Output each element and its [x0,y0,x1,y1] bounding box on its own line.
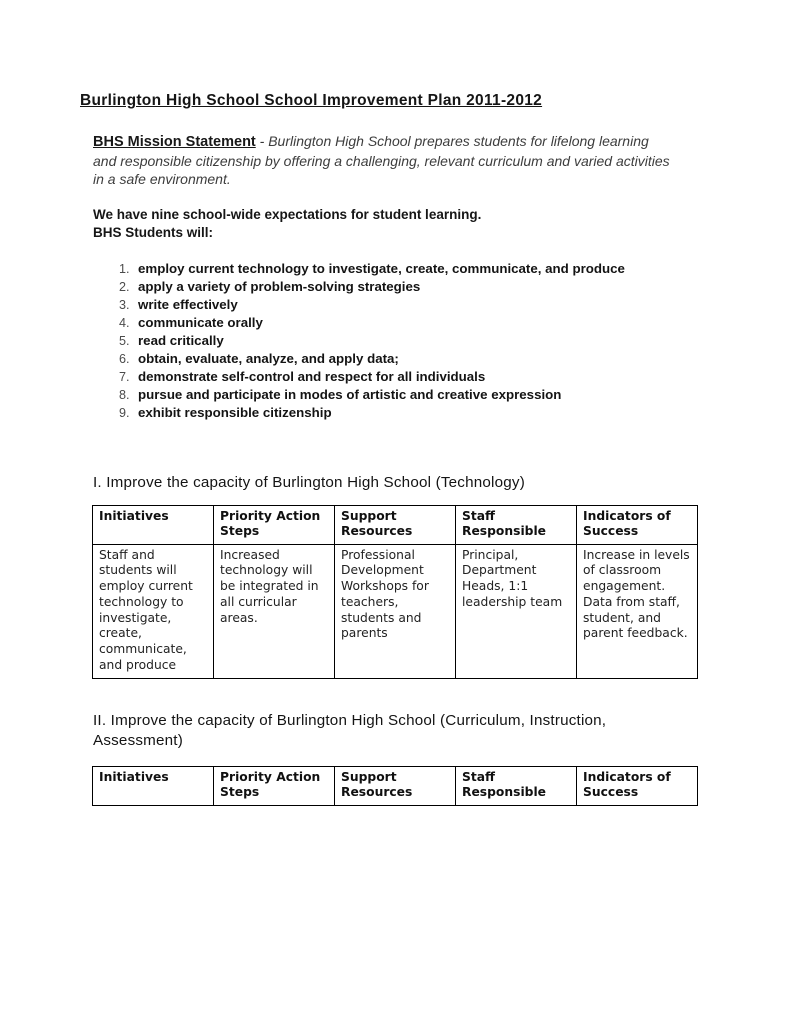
expectations-list [0,260,638,422]
column-header-initiatives: Initiatives [93,766,214,805]
mission-statement-label: BHS Mission Statement [93,134,256,150]
expectation-item: 8. pursue and participate in modes of artistic and creative expression [133,386,638,404]
mission-statement-separator: - [259,133,265,149]
cell-support-resources: Professional Development Workshops for teachers, students and parents [335,544,456,678]
column-header-priority-action-steps: Priority Action Steps [214,505,335,544]
expectation-item: 3. write effectively [133,296,638,314]
mission-statement-text: Burlington High School prepares students for lifelong learning and responsible citizenship by offering a challenging, relevant curriculum and varied activities in a safe environment. [93,133,670,187]
column-header-staff-responsible: Staff Responsible [456,766,577,805]
column-header-initiatives: Initiatives [93,505,214,544]
expectation-item: 5. read critically [133,332,638,350]
expectations-intro-line2: BHS Students will: [93,224,214,240]
expectation-item: 7. demonstrate self-control and respect for all individuals [133,368,638,386]
document-title: Burlington High School School Improvement Plan 2011-2012 [80,92,543,109]
table-header-row [93,505,698,544]
column-header-staff-responsible: Staff Responsible [456,505,577,544]
column-header-indicators-of-success: Indicators of Success [577,766,698,805]
cell-initiatives: Staff and students will employ current technology to investigate, create, communicate, and produce [93,544,214,678]
column-header-priority-action-steps: Priority Action Steps [214,766,335,805]
section1-table [92,505,698,679]
column-header-indicators-of-success: Indicators of Success [577,505,698,544]
expectation-item: 2. apply a variety of problem-solving strategies [133,278,638,296]
table-header-row [93,766,698,805]
column-header-support-resources: Support Resources [335,505,456,544]
table-row [93,544,698,678]
expectation-item: 4. communicate orally [133,314,638,332]
section2-heading: II. Improve the capacity of Burlington High School (Curriculum, Instruction, Assessment) [93,711,607,749]
expectations-intro-line1: We have nine school-wide expectations for student learning. [93,206,482,222]
expectations-intro [93,206,791,242]
section1-heading: I. Improve the capacity of Burlington High School (Technology) [93,473,525,491]
expectation-item: 1. employ current technology to investigate, create, communicate, and produce [133,260,638,278]
expectation-item: 6. obtain, evaluate, analyze, and apply data; [133,350,638,368]
expectation-item: 9. exhibit responsible citizenship [133,404,638,422]
cell-staff-responsible: Principal, Department Heads, 1:1 leadership team [456,544,577,678]
section2-table [92,766,698,806]
cell-indicators-of-success: Increase in levels of classroom engagement. Data from staff, student, and parent feedback. [577,544,698,678]
cell-priority-action-steps: Increased technology will be integrated in all curricular areas. [214,544,335,678]
column-header-support-resources: Support Resources [335,766,456,805]
mission-statement [93,132,671,189]
